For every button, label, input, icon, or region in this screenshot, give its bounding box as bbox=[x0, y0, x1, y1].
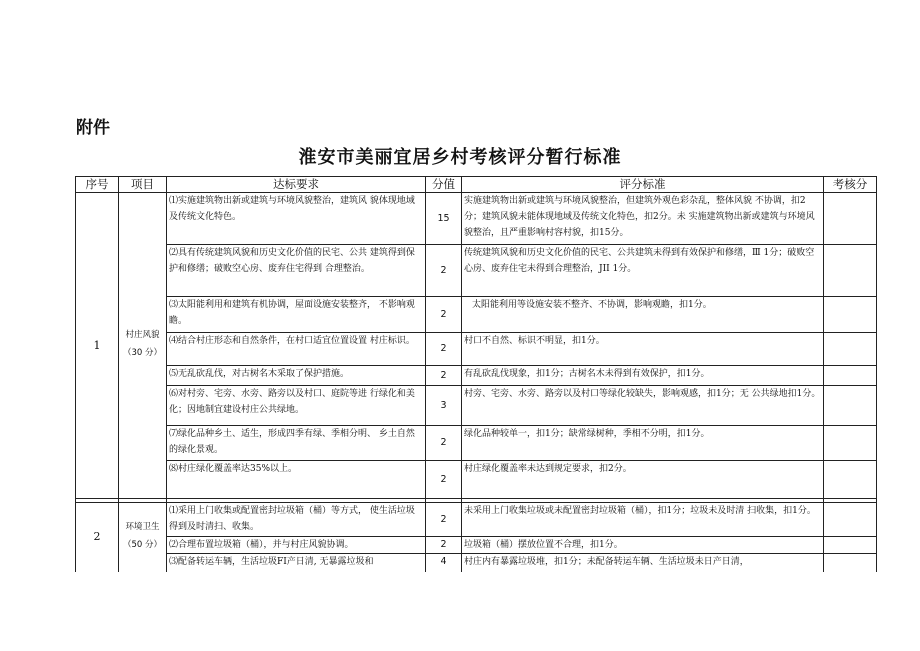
section-item bbox=[119, 503, 167, 572]
criteria-cell: 村庄内有暴露垃圾堆，扣1分；未配备转运车辆、生活垃圾未日产日清， bbox=[462, 554, 824, 572]
document-title: 淮安市美丽宜居乡村考核评分暂行标准 bbox=[298, 147, 622, 168]
table-header-row bbox=[76, 177, 877, 193]
table-row bbox=[76, 503, 877, 537]
assess-cell bbox=[824, 245, 877, 297]
table-row bbox=[76, 297, 877, 333]
header-score: 分值 bbox=[426, 177, 462, 193]
criteria-cell: 传统建筑风貌和历史文化价值的民宅、公共建筑未得到有效保护和修缮，Ⅲ 1分；破败空心房、废弃住宅未得到合理整治，JII 1分。 bbox=[462, 245, 824, 297]
section-seq: 1 bbox=[76, 193, 119, 499]
requirement-cell: ⑸无乱砍乱伐，对古树名木采取了保护措施。 bbox=[167, 366, 426, 386]
assess-cell bbox=[824, 193, 877, 245]
requirement-cell: ⑴采用上门收集或配置密封垃圾箱（桶）等方式， 使生活垃圾得到及时清扫、收集。 bbox=[167, 503, 426, 537]
criteria-cell: 未采用上门收集垃圾或未配置密封垃圾箱（桶），扣1分；垃圾未及时清 扫收集，扣1分。 bbox=[462, 503, 824, 537]
requirement-cell: ⑺绿化品种乡土、适生，形成四季有绿、季相分明、 乡土自然的绿化景观。 bbox=[167, 426, 426, 461]
header-requirement: 达标要求 bbox=[167, 177, 426, 193]
section-item bbox=[119, 193, 167, 499]
score-cell: 2 bbox=[426, 426, 462, 461]
table-row bbox=[76, 537, 877, 554]
requirement-cell: ⑶配备转运车辆，生活垃圾FI产日清, 无暴露垃圾和 bbox=[167, 554, 426, 572]
table-row bbox=[76, 333, 877, 366]
assess-cell bbox=[824, 537, 877, 554]
criteria-cell: 有乱砍乱伐现象，扣1分；古树名木未得到有效保护，扣1分。 bbox=[462, 366, 824, 386]
score-cell: 4 bbox=[426, 554, 462, 572]
criteria-cell: 绿化品种较单一，扣1分；缺常绿树种，季相不分明，扣1分。 bbox=[462, 426, 824, 461]
section-item-name: 环境卫生 bbox=[125, 521, 160, 532]
score-cell: 2 bbox=[426, 333, 462, 366]
section-item-score: （30 分） bbox=[122, 348, 163, 358]
table-row bbox=[76, 386, 877, 426]
assess-cell bbox=[824, 461, 877, 499]
requirement-cell: ⑻村庄绿化覆盖率达35%以上。 bbox=[167, 461, 426, 499]
assess-cell bbox=[824, 297, 877, 333]
assess-cell bbox=[824, 366, 877, 386]
criteria-cell: 垃圾箱（桶）摆放位置不合理，扣1分。 bbox=[462, 537, 824, 554]
section-seq: 2 bbox=[76, 503, 119, 572]
header-seq: 序号 bbox=[76, 177, 119, 193]
score-cell: 2 bbox=[426, 537, 462, 554]
criteria-cell: 村庄绿化覆盖率未达到规定要求，扣2分。 bbox=[462, 461, 824, 499]
score-cell: 2 bbox=[426, 245, 462, 297]
score-cell: 2 bbox=[426, 461, 462, 499]
table-row bbox=[76, 366, 877, 386]
section-item-name: 村庄风貌 bbox=[125, 330, 160, 340]
score-cell: 15 bbox=[426, 193, 462, 245]
requirement-cell: ⑵具有传统建筑风貌和历史文化价值的民宅、公共 建筑得到保护和修缮；破败空心房、废弃住宅得到 合理整治。 bbox=[167, 245, 426, 297]
requirement-cell: ⑶太阳能利用和建筑有机协调，屋面设施安装整齐， 不影响观瞻。 bbox=[167, 297, 426, 333]
table-row bbox=[76, 426, 877, 461]
section-item-score: （50 分） bbox=[122, 539, 163, 550]
table-row bbox=[76, 461, 877, 499]
requirement-cell: ⑴实施建筑物出新或建筑与环境风貌整治，建筑风 貌体现地域及传统文化特色。 bbox=[167, 193, 426, 245]
score-cell: 3 bbox=[426, 386, 462, 426]
header-criteria: 评分标准 bbox=[462, 177, 824, 193]
header-assess: 考核分 bbox=[824, 177, 877, 193]
assess-cell bbox=[824, 503, 877, 537]
requirement-cell: ⑷结合村庄形态和自然条件，在村口适宜位置设置 村庄标识。 bbox=[167, 333, 426, 366]
criteria-cell: 村旁、宅旁、水旁、路旁以及村口等绿化较缺失，影响观感，扣1分；无 公共绿地扣1分。 bbox=[462, 386, 824, 426]
attachment-label: 附件 bbox=[76, 118, 110, 138]
assess-cell bbox=[824, 426, 877, 461]
table-row bbox=[76, 554, 877, 572]
criteria-cell: 村口不自然、标识不明显，扣1分。 bbox=[462, 333, 824, 366]
table-row bbox=[76, 245, 877, 297]
criteria-cell: 实施建筑物出新或建筑与环境风貌整治，但建筑外观色彩杂乱，整体风貌 不协调，扣2分；建筑风貌未能体现地域及传统文化特色，扣2分。未 实施建筑物出新或建筑与环境风貌整治，且严重影响村容村貌，扣15分。 bbox=[462, 193, 824, 245]
scoring-table bbox=[75, 176, 877, 572]
criteria-cell: 太阳能利用等设施安装不整齐、不协调，影响观瞻，扣1分。 bbox=[462, 297, 824, 333]
header-item: 项目 bbox=[119, 177, 167, 193]
requirement-cell: ⑵合理布置垃圾箱（桶），并与村庄风貌协调。 bbox=[167, 537, 426, 554]
score-cell: 2 bbox=[426, 366, 462, 386]
table-row bbox=[76, 193, 877, 245]
assess-cell bbox=[824, 333, 877, 366]
score-cell: 2 bbox=[426, 297, 462, 333]
assess-cell bbox=[824, 554, 877, 572]
assess-cell bbox=[824, 386, 877, 426]
requirement-cell: ⑹对村旁、宅旁、水旁、路旁以及村口、庭院等进 行绿化和美化；因地制宜建设村庄公共绿地。 bbox=[167, 386, 426, 426]
score-cell: 2 bbox=[426, 503, 462, 537]
